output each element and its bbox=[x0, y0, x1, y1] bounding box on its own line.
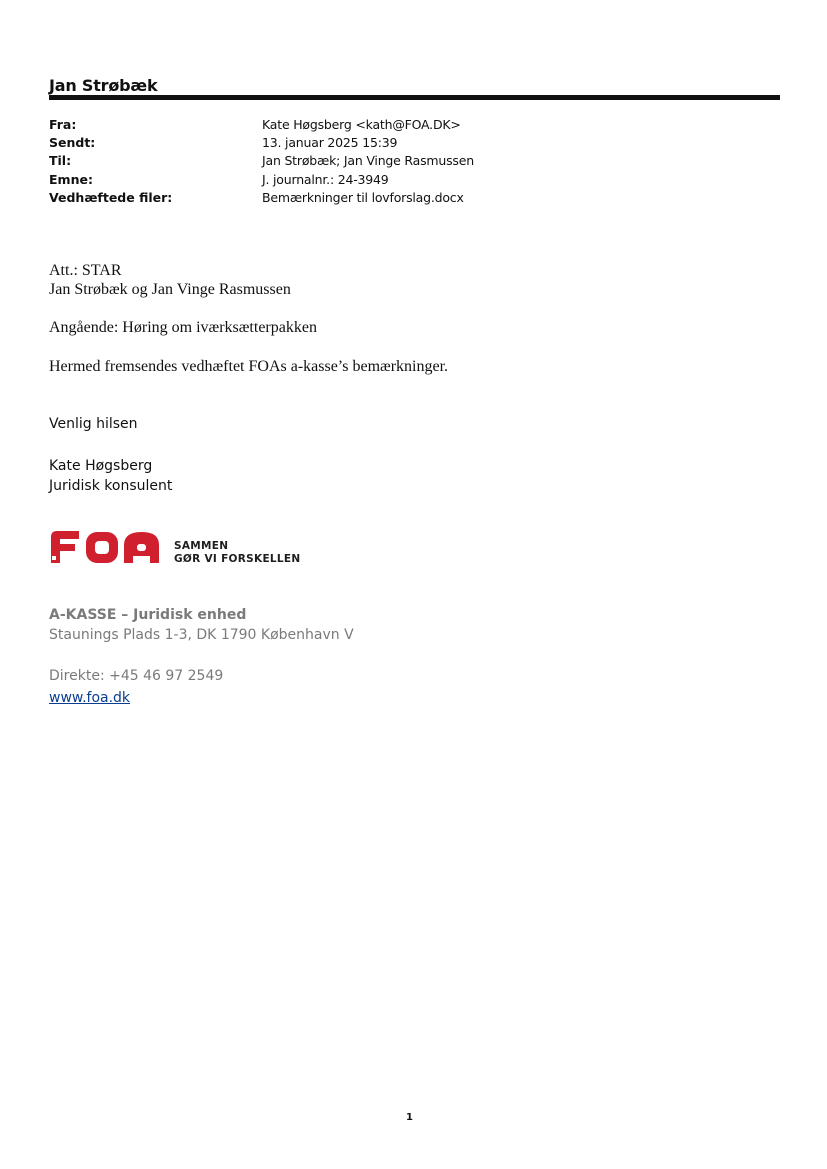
header-value-to: Jan Strøbæk; Jan Vinge Rasmussen bbox=[262, 153, 474, 168]
message-text: Hermed fremsendes vedhæftet FOAs a-kasse’s bemærkninger. bbox=[49, 358, 449, 375]
logo-tagline bbox=[174, 540, 300, 566]
direct-phone: Direkte: +45 46 97 2549 bbox=[49, 668, 224, 684]
subject-line: Angående: Høring om iværksætterpakken bbox=[49, 319, 317, 336]
document-owner-name: Jan Strøbæk bbox=[49, 76, 158, 95]
recipients-line: Jan Strøbæk og Jan Vinge Rasmussen bbox=[49, 281, 291, 298]
header-label-attachments: Vedhæftede filer: bbox=[49, 190, 173, 205]
tagline-line-1: SAMMEN bbox=[174, 540, 229, 552]
header-divider bbox=[49, 95, 780, 100]
header-value-attachments: Bemærkninger til lovforslag.docx bbox=[262, 190, 464, 205]
tagline-line-2: GØR VI FORSKELLEN bbox=[174, 553, 301, 565]
signature-name: Kate Høgsberg bbox=[49, 458, 153, 474]
header-value-sent: 13. januar 2025 15:39 bbox=[262, 135, 398, 150]
header-label-subject: Emne: bbox=[49, 172, 93, 187]
signature-greeting: Venlig hilsen bbox=[49, 416, 138, 432]
header-value-subject: J. journalnr.: 24-3949 bbox=[262, 172, 389, 187]
header-label-from: Fra: bbox=[49, 117, 77, 132]
signature-title: Juridisk konsulent bbox=[49, 478, 173, 494]
address: Staunings Plads 1-3, DK 1790 København V bbox=[49, 627, 354, 643]
att-line: Att.: STAR bbox=[49, 262, 122, 279]
website-link[interactable]: www.foa.dk bbox=[49, 690, 131, 706]
header-value-from: Kate Høgsberg <kath@FOA.DK> bbox=[262, 117, 461, 132]
page-number: 1 bbox=[406, 1112, 413, 1123]
foa-logo bbox=[49, 529, 161, 565]
department-name: A-KASSE – Juridisk enhed bbox=[49, 607, 247, 623]
header-label-sent: Sendt: bbox=[49, 135, 96, 150]
header-label-to: Til: bbox=[49, 153, 72, 168]
